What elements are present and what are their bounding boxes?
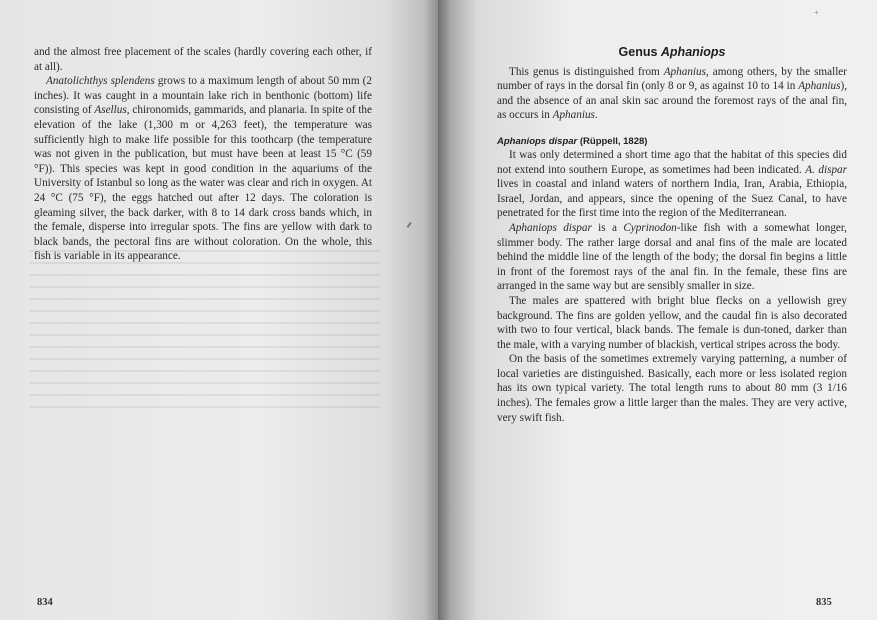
page-number: 834: [37, 597, 53, 608]
genus-word: Genus: [618, 45, 661, 59]
text-run: -like fish with a somewhat longer, slimmer body. The rather large dorsal and anal fins of the male are located behind the middle line of the length of the body; the dorsal fin begins a little in front of the foremost rays of the anal fin. In the female, these fins are arranged in the same way but are sensibly smaller in size.: [497, 221, 847, 293]
right-paragraph: [497, 352, 847, 425]
text-run: On the basis of the sometimes extremely varying patterning, a number of local varieties are distinguished. Basically, each more or less isolated region has its own typical variety. The total length runs to about 80 mm (3 1/16 inches). The females grow a little larger than the males. They are very active, very swift fish.: [497, 353, 847, 424]
text-run: grows to a maximum length of about 50 mm (2 inches). It was caught in a mountain lake rich in benthonic (bottom) life consisting of: [34, 75, 372, 117]
genus-intro: [497, 65, 847, 123]
text-run: ), and the absence of an anal skin sac around the foremost rays of the anal fin, as occurs in: [497, 80, 847, 122]
text-run: It was only determined a short time ago that the habitat of this species did not extend into southern Europe, as sometimes had been indicated.: [497, 148, 847, 176]
corner-mark: +: [814, 8, 819, 17]
italic-term: Asellus: [94, 104, 127, 117]
species-heading: [497, 135, 847, 148]
text-run: This genus is distinguished from: [509, 65, 664, 78]
text-run: .: [594, 109, 598, 122]
right-paragraph: [497, 294, 847, 352]
right-paragraph: [497, 221, 847, 294]
italic-term: Aphanius: [663, 65, 706, 78]
text-run: , chironomids, gammarids, and planaria. In spite of the elevation of the lake (1,300 m or 4,263 feet), the temperature was sufficiently high to make life possible for this toothcarp (the temperature was not given in the publication, but must have been at least 15 °C (59 °F)). This species was kept in good condition in the aquariums of the University of Istanbul so long as the water was clear and rich in oxygen. At 24 °C (75 °F), the eggs hatched out after 12 days. The coloration is gleaming silver, the back darker, with 8 to 14 dark cross bands which, in the female, disperse into irregular spots. The fins are yellow with dark to black bands, the pectoral fins are without coloration. On the whole, this fish is variable in its appearance.: [34, 104, 372, 263]
page-number: 835: [816, 597, 832, 608]
left-page-body: [34, 45, 372, 264]
italic-term: Aphanius: [798, 80, 841, 93]
italic-term: Aphaniops dispar: [509, 221, 592, 234]
italic-term: Cyprinodon: [623, 221, 677, 234]
text-run: lives in coastal and inland waters of northern India, Iran, Arabia, Ethiopia, Israel, Jordan, and appears, since the opening of the Suez Canal, to have penetrated for the first time into the region of the Mediterranean.: [497, 178, 847, 220]
text-run: The males are spattered with bright blue flecks on a yellowish grey background. The fins are golden yellow, and the caudal fin is also decorated with two to four vertical, black bands. The female is dun-toned, darker than the male, with a varying number of blackish, vertical stripes across the body.: [497, 294, 847, 351]
right-page: [438, 0, 877, 620]
italic-term: Anatolichthys splendens: [46, 75, 155, 88]
left-page: [0, 0, 438, 620]
italic-term: A. dispar: [805, 163, 847, 176]
genus-name: Aphaniops: [660, 45, 726, 59]
species-name: Aphaniops dispar: [497, 135, 578, 147]
right-page-body: [497, 45, 847, 425]
left-paragraph: [34, 74, 372, 264]
text-run: is a: [591, 221, 624, 234]
right-paragraph: [497, 148, 847, 221]
text-run: , among others, by the smaller number of rays in the dorsal fin (only 8 or 9, as against 10 to 14 in: [497, 65, 847, 93]
pencil-mark: [407, 222, 412, 228]
genus-heading: [497, 45, 847, 60]
italic-term: Aphanius: [552, 109, 595, 122]
text-run: and the almost free placement of the scales (hardly covering each other, if at all).: [34, 46, 372, 73]
species-author: (Rüppell, 1828): [577, 135, 648, 147]
show-through-text: [30, 250, 380, 410]
left-paragraph: [34, 45, 372, 74]
